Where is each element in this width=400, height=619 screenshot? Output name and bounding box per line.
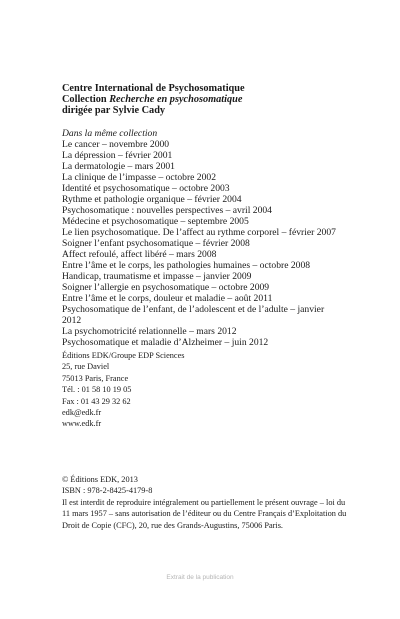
publisher-fax: Fax : 01 43 29 32 62 xyxy=(62,396,131,406)
copyright-line: © Éditions EDK, 2013 xyxy=(62,475,138,484)
list-item: Identité et psychosomatique – octobre 2003 xyxy=(62,183,230,194)
list-item: Rythme et pathologie organique – février 2004 xyxy=(62,194,242,205)
list-item: Psychosomatique et maladie d’Alzheimer – juin 2012 xyxy=(62,337,269,348)
publisher-email: edk@edk.fr xyxy=(62,408,102,418)
list-item: Entre l’âme et le corps, les pathologies humaines – octobre 2008 xyxy=(62,260,311,271)
list-item: Le cancer – novembre 2000 xyxy=(62,139,170,150)
legal-notice: Il est interdit de reproduire intégralement ou partiellement le présent ouvrage – loi du 11 mars 1957 – sans autorisation de l’éditeur ou du Centre Français d’Exploitation du Droit de Copie (CFC), 20, rue des Grands-Augustins, 75006 Paris. xyxy=(62,497,347,530)
list-item: Handicap, traumatisme et impasse – janvier 2009 xyxy=(62,271,252,282)
publisher-website: www.edk.fr xyxy=(62,419,102,429)
publisher-name: Éditions EDK/Groupe EDP Sciences xyxy=(62,351,185,360)
list-item: Le lien psychosomatique. De l’affect au rythme corporel – février 2007 xyxy=(62,227,336,238)
list-item: Entre l’âme et le corps, douleur et maladie – août 2011 xyxy=(62,293,273,304)
collection-subtitle: Dans la même collection xyxy=(62,128,158,139)
isbn: ISBN : 978-2-8425-4179-8 xyxy=(62,486,153,496)
list-item: Psychosomatique : nouvelles perspectives – avril 2004 xyxy=(62,205,272,216)
publisher-city: 75013 Paris, France xyxy=(62,373,129,383)
same-collection-list xyxy=(62,128,342,348)
collection-title: Recherche en psychosomatique xyxy=(109,94,243,106)
organization-name: Centre International de Psychosomatique xyxy=(62,83,245,94)
collection-prefix: Collection xyxy=(62,94,110,106)
list-item: Affect refoulé, affect libéré – mars 2008 xyxy=(62,249,217,260)
publisher-street: 25, rue Daviel xyxy=(62,362,110,372)
list-item: Médecine et psychosomatique – septembre 2005 xyxy=(62,216,249,227)
publisher-block xyxy=(62,350,185,430)
list-item: La dermatologie – mars 2001 xyxy=(62,161,175,172)
list-item: La dépression – février 2001 xyxy=(62,150,173,161)
list-item: La psychomotricité relationnelle – mars 2012 xyxy=(62,326,237,337)
list-item: Soigner l’enfant psychosomatique – février 2008 xyxy=(62,238,250,249)
list-item: Soigner l’allergie en psychosomatique – octobre 2009 xyxy=(62,282,270,293)
list-item: Psychosomatique de l’enfant, de l’adolescent et de l’adulte – janvier 2012 xyxy=(62,304,325,326)
copyright-block xyxy=(62,474,347,531)
watermark: Extrait de la publication xyxy=(166,574,234,581)
publisher-phone: Tél. : 01 58 10 19 05 xyxy=(62,385,132,395)
series-header xyxy=(62,83,245,117)
collection-line xyxy=(62,94,245,105)
list-item: La clinique de l’impasse – octobre 2002 xyxy=(62,172,216,183)
series-director: dirigée par Sylvie Cady xyxy=(62,105,166,117)
